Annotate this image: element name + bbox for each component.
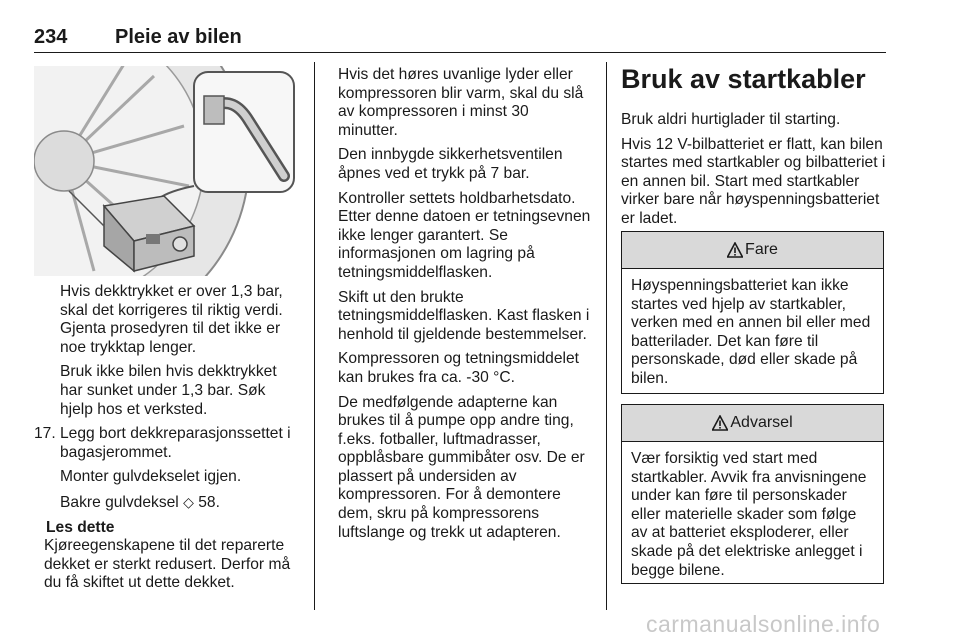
paragraph: Monter gulvdekselet igjen. — [60, 468, 242, 486]
step-text: Legg bort dekkreparasjonssettet i bagasjerommet. — [60, 425, 291, 461]
note — [34, 519, 302, 593]
paragraph: Hvis 12 V-bilbatteriet er flatt, kan bilen startes med startkabler og bilbatteriet i en annen bil. Start med startkabler virker bare når høyspenningsbatteriet er ladet. — [621, 135, 886, 227]
caution-box — [621, 404, 884, 584]
step-number: 17. — [34, 425, 56, 443]
list-item — [34, 425, 302, 462]
danger-box-text: Høyspenningsbatteriet kan ikke startes ved hjelp av startkabler, verken med en annen bil eller med batterilader. Det kan føre til personskade, død eller skade på bilen. — [631, 277, 871, 387]
paragraph: Bruk ikke bilen hvis dekktrykket har sunket under 1,3 bar. Søk hjelp hos et verksted. — [60, 363, 277, 418]
page-title: Pleie av bilen — [115, 26, 242, 48]
page-reference-icon[interactable]: ◇ — [183, 493, 194, 510]
paragraph: Bruk aldri hurtiglader til starting. — [621, 111, 841, 128]
danger-box-header — [622, 232, 883, 269]
paragraph: Skift ut den brukte tetningsmiddelflasken. Kast flasken i henhold til gjeldende bestemmelser. — [338, 288, 590, 343]
caution-box-text: Vær forsiktig ved start med startkabler. Avvik fra anvisningene under kan føre til personskader eller materielle skader som følge av at batteriet eksploderer, eller skade på det elektriske anlegget i begge bilene. — [631, 450, 867, 579]
caution-box-title: Advarsel — [730, 414, 793, 431]
paragraph: Kompressoren og tetningsmiddelet kan brukes fra ca. -30 °C. — [338, 350, 579, 386]
page-number: 234 — [34, 26, 68, 48]
danger-box — [621, 231, 884, 394]
page-header — [34, 26, 886, 53]
column-divider — [314, 62, 315, 610]
section-heading: Bruk av startkabler — [621, 64, 866, 94]
note-heading: Les dette — [46, 518, 115, 536]
paragraph: Hvis det høres uvanlige lyder eller kompressoren blir varm, skal du slå av kompressoren i minst 30 minutter. — [338, 66, 584, 139]
paragraph: De medfølgende adapterne kan brukes til å pumpe opp andre ting, f.eks. fotballer, luftmadrasser, oppblåsbare gummibåter osv. De er plassert på undersiden av kompressoren. For å demontere dem, skru på kompressorens luftslange og trekk ut adapteren. — [338, 393, 585, 541]
left-column — [34, 283, 302, 593]
illustration-graphic — [34, 66, 298, 276]
reference-text: Bakre gulvdeksel — [60, 493, 179, 511]
tyre-compressor-illustration — [34, 66, 298, 276]
page-reference[interactable]: 58. — [198, 493, 220, 511]
danger-box-title: Fare — [745, 241, 778, 258]
warning-triangle-icon — [727, 242, 743, 258]
column-divider — [606, 62, 607, 610]
warning-triangle-icon — [712, 415, 728, 431]
watermark: carmanualsonline.info — [646, 611, 881, 637]
note-text: Kjøreegenskapene til det reparerte dekket er sterkt redusert. Derfor må du få skiftet ut dette dekket. — [44, 537, 291, 592]
paragraph: Kontroller settets holdbarhetsdato. Etter denne datoen er tetningsevnen ikke lenger garantert. Se informasjonen om lagring på tetningsmiddelflasken. — [338, 189, 591, 281]
paragraph — [34, 493, 302, 513]
right-column — [621, 111, 887, 235]
paragraph: Hvis dekktrykket er over 1,3 bar, skal det korrigeres til riktig verdi. Gjenta prosedyren til det ikke er noe trykktap lenger. — [60, 283, 283, 356]
paragraph: Den innbygde sikkerhetsventilen åpnes ved et trykk på 7 bar. — [338, 146, 563, 182]
middle-column — [338, 66, 592, 548]
caution-box-header — [622, 405, 883, 442]
